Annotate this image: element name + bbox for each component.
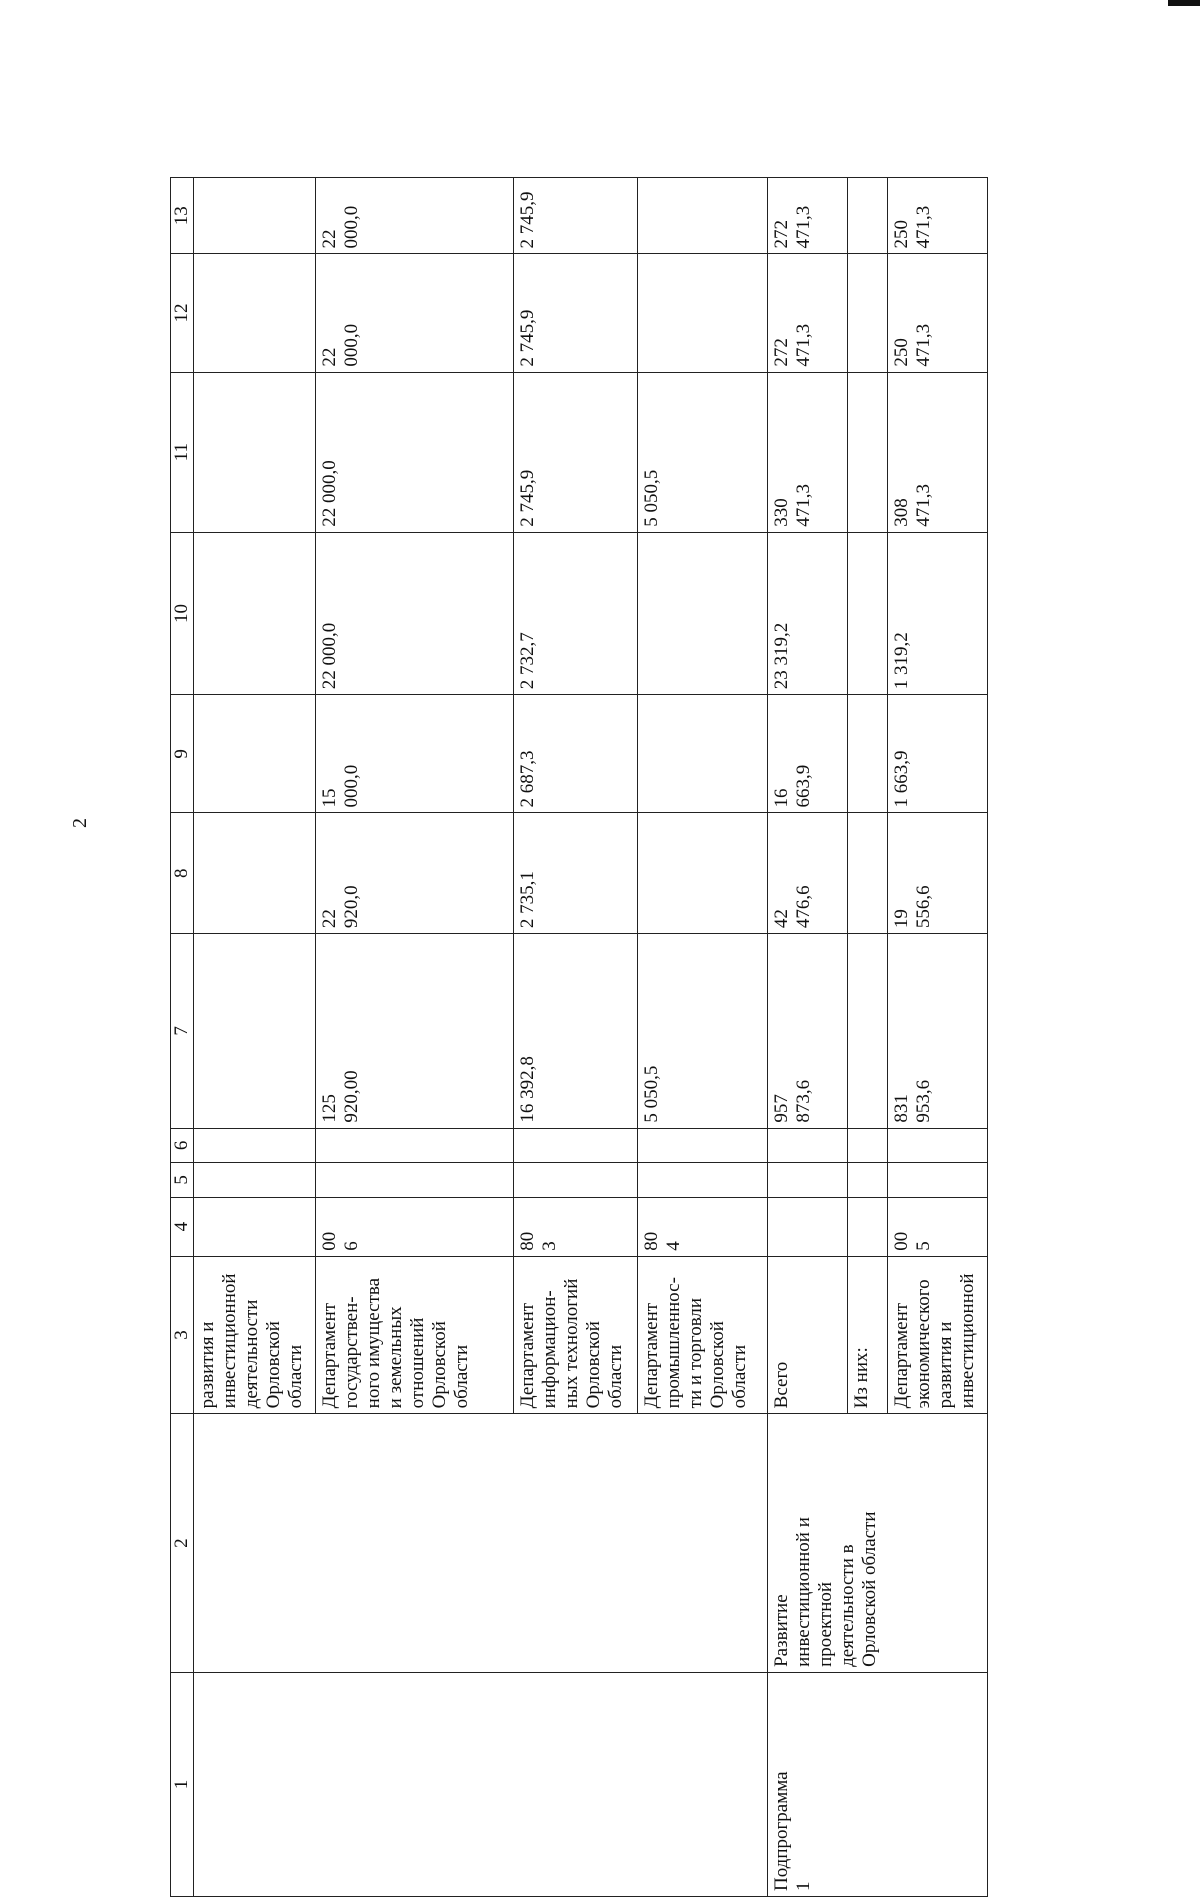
value-col8 — [848, 813, 888, 934]
code-cell: 00 6 — [316, 1197, 514, 1256]
value-col13 — [638, 178, 768, 254]
value-col9: 16 663,9 — [768, 695, 848, 813]
value-col11 — [194, 372, 316, 532]
page-edge-mark — [1168, 0, 1200, 6]
rotated-page — [170, 177, 1030, 1897]
subprogram-name-cell: Развитие инвестиционной и проектной деятельности в Орловской области — [768, 1414, 988, 1673]
value-col13: 250 471,3 — [888, 178, 988, 254]
header-cell-2: 2 — [171, 1414, 194, 1673]
executor-cell: Из них: — [848, 1256, 888, 1414]
value-col7 — [848, 934, 888, 1129]
header-cell-1: 1 — [171, 1672, 194, 1896]
subprogram-cell: Подпрограмма 1 — [768, 1672, 988, 1896]
value-col11: 22 000,0 — [316, 372, 514, 532]
value-col13: 272 471,3 — [768, 178, 848, 254]
col6-cell — [316, 1128, 514, 1162]
header-cell-11: 11 — [171, 372, 194, 532]
executor-cell: Департамент информацион- ных технологий Орловской области — [514, 1256, 638, 1414]
value-col9: 1 663,9 — [888, 695, 988, 813]
value-col8: 2 735,1 — [514, 813, 638, 934]
code-cell — [194, 1197, 316, 1256]
header-cell-5: 5 — [171, 1163, 194, 1197]
value-col9 — [638, 695, 768, 813]
value-col11: 330 471,3 — [768, 372, 848, 532]
col6-cell — [768, 1128, 848, 1162]
value-col7: 5 050,5 — [638, 934, 768, 1129]
value-col10: 22 000,0 — [316, 532, 514, 695]
value-col13 — [194, 178, 316, 254]
value-col13 — [848, 178, 888, 254]
value-col8: 42 476,6 — [768, 813, 848, 934]
executor-cell: Департамент государствен- ного имущества и земельных отношений Орловской области — [316, 1256, 514, 1414]
program-cell — [194, 1672, 768, 1896]
page-number: 2 — [69, 818, 91, 828]
col6-cell — [638, 1128, 768, 1162]
executor-cell: Департамент экономического развития и инвестиционной — [888, 1256, 988, 1414]
value-col9 — [194, 695, 316, 813]
value-col11: 5 050,5 — [638, 372, 768, 532]
col6-cell — [194, 1128, 316, 1162]
code-cell — [848, 1197, 888, 1256]
value-col8: 22 920,0 — [316, 813, 514, 934]
value-col11 — [848, 372, 888, 532]
value-col10: 2 732,7 — [514, 532, 638, 695]
header-cell-10: 10 — [171, 532, 194, 695]
subprogram-total-row — [768, 178, 848, 1897]
value-col13: 2 745,9 — [514, 178, 638, 254]
col5-cell — [638, 1163, 768, 1197]
budget-table — [170, 177, 988, 1897]
value-col9: 2 687,3 — [514, 695, 638, 813]
header-cell-4: 4 — [171, 1197, 194, 1256]
value-col12 — [848, 254, 888, 372]
value-col12 — [194, 254, 316, 372]
value-col10 — [848, 532, 888, 695]
value-col10: 23 319,2 — [768, 532, 848, 695]
value-col7 — [194, 934, 316, 1129]
value-col11: 308 471,3 — [888, 372, 988, 532]
value-col8 — [638, 813, 768, 934]
value-col7: 125 920,00 — [316, 934, 514, 1129]
executor-cell: Всего — [768, 1256, 848, 1414]
code-cell — [768, 1197, 848, 1256]
col6-cell — [888, 1128, 988, 1162]
header-cell-3: 3 — [171, 1256, 194, 1414]
value-col11: 2 745,9 — [514, 372, 638, 532]
executor-cell: Департамент промышленнос- ти и торговли Орловской области — [638, 1256, 768, 1414]
col6-cell — [848, 1128, 888, 1162]
col5-cell — [194, 1163, 316, 1197]
table-row — [194, 178, 316, 1897]
header-cell-9: 9 — [171, 695, 194, 813]
code-cell: 80 4 — [638, 1197, 768, 1256]
value-col12: 22 000,0 — [316, 254, 514, 372]
header-cell-12: 12 — [171, 254, 194, 372]
program-name-cell — [194, 1414, 768, 1673]
col5-cell — [848, 1163, 888, 1197]
value-col12: 2 745,9 — [514, 254, 638, 372]
code-cell: 80 3 — [514, 1197, 638, 1256]
col5-cell — [888, 1163, 988, 1197]
value-col10 — [638, 532, 768, 695]
value-col10: 1 319,2 — [888, 532, 988, 695]
value-col8: 19 556,6 — [888, 813, 988, 934]
value-col7: 16 392,8 — [514, 934, 638, 1129]
value-col13: 22 000,0 — [316, 178, 514, 254]
col5-cell — [514, 1163, 638, 1197]
header-cell-8: 8 — [171, 813, 194, 934]
header-cell-7: 7 — [171, 934, 194, 1129]
value-col9: 15 000,0 — [316, 695, 514, 813]
executor-cell: развития и инвестиционной деятельности Орловской области — [194, 1256, 316, 1414]
header-cell-13: 13 — [171, 178, 194, 254]
col5-cell — [768, 1163, 848, 1197]
value-col12: 250 471,3 — [888, 254, 988, 372]
value-col12: 272 471,3 — [768, 254, 848, 372]
header-cell-6: 6 — [171, 1128, 194, 1162]
value-col7: 831 953,6 — [888, 934, 988, 1129]
value-col9 — [848, 695, 888, 813]
value-col12 — [638, 254, 768, 372]
value-col8 — [194, 813, 316, 934]
col5-cell — [316, 1163, 514, 1197]
value-col10 — [194, 532, 316, 695]
header-row — [171, 178, 194, 1897]
value-col7: 957 873,6 — [768, 934, 848, 1129]
col6-cell — [514, 1128, 638, 1162]
code-cell: 00 5 — [888, 1197, 988, 1256]
